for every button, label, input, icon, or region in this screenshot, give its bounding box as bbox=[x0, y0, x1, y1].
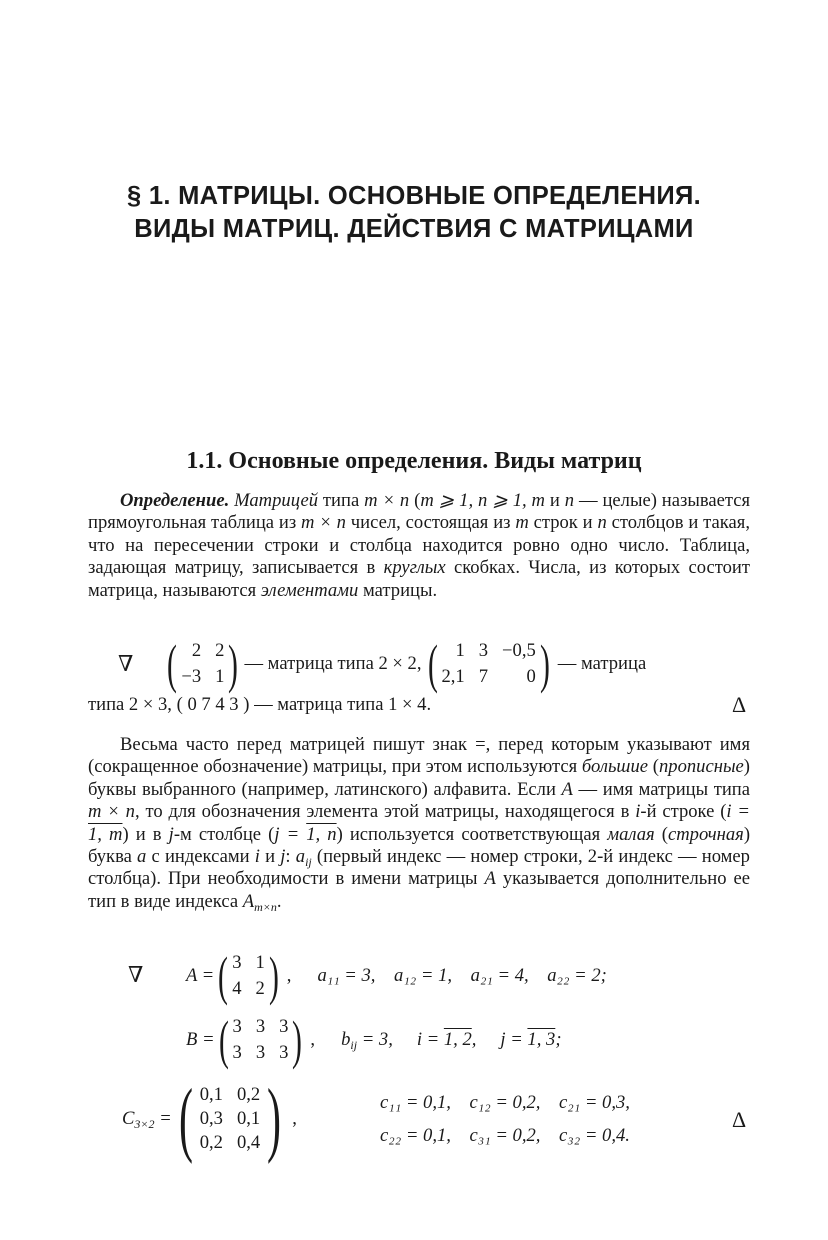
text: с индексами bbox=[146, 846, 255, 868]
math-range: 1, m bbox=[88, 823, 123, 845]
matrix-cell: 0 bbox=[526, 666, 536, 687]
chapter-title bbox=[0, 180, 828, 246]
matrix-C bbox=[172, 1072, 288, 1165]
math: i = bbox=[726, 801, 750, 823]
example1-text2: — матрица bbox=[557, 653, 647, 674]
right-paren: ) bbox=[268, 946, 279, 1006]
matrix-A-label: A = bbox=[186, 965, 215, 986]
text: Весьма часто перед матрицей пишут знак =, перед которым указывают имя (сокращенное обозначение) матрицы, при этом используются bbox=[88, 734, 750, 778]
math: i bbox=[635, 801, 641, 823]
matrix-2x2 bbox=[163, 634, 242, 694]
left-paren: ( bbox=[218, 1010, 229, 1070]
nabla-symbol: ∇ bbox=[118, 651, 134, 676]
text: — имя матрицы типа bbox=[572, 778, 750, 800]
text: столбцов и такая, что на пересечении строки и столбца находится ровно одно число. Таблица, задающая матрицу, записывается в bbox=[88, 512, 750, 579]
math: j bbox=[168, 823, 174, 845]
text: , то для обозначения элемента этой матрицы, находящегося в bbox=[134, 801, 636, 823]
matrix-cell: 7 bbox=[478, 666, 489, 687]
matrix-B-row bbox=[186, 1008, 562, 1072]
matrix-B-label: B = bbox=[186, 1029, 215, 1050]
text: и bbox=[259, 846, 281, 868]
math: i bbox=[254, 846, 260, 868]
math: i = bbox=[416, 1029, 444, 1050]
math: m × n bbox=[364, 490, 410, 511]
chapter-title-line2: ВИДЫ МАТРИЦ. ДЕЙСТВИЯ С МАТРИЦАМИ bbox=[134, 215, 694, 243]
math: A bbox=[484, 868, 496, 890]
math: a bbox=[137, 846, 147, 868]
text: типа bbox=[318, 490, 365, 511]
matrix-B bbox=[215, 1010, 307, 1070]
delta-symbol: Δ bbox=[732, 692, 747, 717]
math: j = bbox=[500, 1029, 528, 1050]
matrix-cell: 0,4 bbox=[236, 1132, 261, 1153]
text: ) буква bbox=[88, 823, 751, 868]
emphasis: круглых bbox=[383, 557, 446, 579]
text: : bbox=[285, 846, 296, 868]
matrix-B-j-range: j = 1, 3; bbox=[500, 1029, 562, 1050]
emphasis: прописные bbox=[658, 756, 744, 778]
definition-term: Матрицей bbox=[234, 490, 319, 511]
matrix-cell: 3 bbox=[232, 1042, 242, 1063]
text: скобках. Числа, из которых состоит матрица, называются bbox=[88, 557, 750, 601]
text: ) используется соответствующая bbox=[336, 823, 608, 845]
math: n bbox=[564, 490, 575, 511]
text: ( bbox=[409, 490, 421, 511]
matrix-cells bbox=[200, 1083, 261, 1155]
example1-text1: — матрица типа 2 × 2, bbox=[244, 653, 422, 674]
matrix-cell: 0,2 bbox=[199, 1132, 223, 1153]
text: — целые) называется прямоугольная таблица из bbox=[88, 490, 751, 534]
matrix-cell: 2 bbox=[191, 640, 202, 661]
math: a bbox=[295, 846, 306, 868]
text: указывается дополнительно ее тип в виде индекса bbox=[88, 868, 750, 912]
text: чисел, состоящая из bbox=[345, 512, 516, 534]
delta-symbol: Δ bbox=[732, 1107, 747, 1132]
math: m ⩾ 1, n ⩾ 1, m bbox=[420, 490, 545, 511]
matrix-cell: 3 bbox=[255, 1042, 266, 1063]
matrix-cell: 1 bbox=[215, 666, 225, 687]
emphasis: элементами bbox=[260, 579, 359, 601]
paragraph-notation bbox=[88, 734, 750, 913]
math: m × n bbox=[88, 801, 135, 823]
comma: , bbox=[286, 965, 292, 986]
matrix-C-elements-line1: c₁₁ = 0,1, c₁₂ = 0,2, c₂₁ = 0,3, bbox=[380, 1092, 630, 1113]
comma: , bbox=[292, 1108, 297, 1129]
math: j = bbox=[274, 823, 307, 845]
chapter-title-line1: § 1. МАТРИЦЫ. ОСНОВНЫЕ ОПРЕДЕЛЕНИЯ. bbox=[127, 182, 701, 210]
text: ) буквы выбранного (например, латинского) алфавита. Если bbox=[88, 756, 750, 800]
matrix-cell: 1 bbox=[455, 640, 465, 661]
matrix-cell: 2 bbox=[215, 640, 225, 661]
matrix-C-row bbox=[122, 1074, 297, 1164]
matrix-B-element bbox=[341, 1029, 393, 1051]
right-paren: ) bbox=[292, 1010, 303, 1070]
matrix-cell: 0,1 bbox=[236, 1108, 261, 1129]
matrix-cell: 3 bbox=[232, 1016, 242, 1037]
text: (первый индекс — номер строки, 2-й индекс — номер столбца). При необходимости в имени матрицы bbox=[88, 846, 750, 890]
math: = bbox=[154, 1108, 172, 1129]
matrix-cell: 3 bbox=[279, 1042, 289, 1063]
math: n bbox=[597, 512, 607, 534]
matrix-cell: 3 bbox=[232, 952, 242, 973]
matrix-B-i-range: i = 1, 2, bbox=[416, 1029, 477, 1050]
matrix-cells bbox=[181, 639, 224, 689]
left-paren: ( bbox=[178, 1072, 193, 1165]
matrix-cell: 2,1 bbox=[441, 666, 465, 687]
math-range: 1, 2 bbox=[443, 1029, 472, 1050]
math: m × n bbox=[301, 512, 346, 534]
text: ( bbox=[654, 823, 668, 845]
matrix-cell: 3 bbox=[279, 1016, 289, 1037]
emphasis: малая bbox=[607, 823, 655, 845]
matrix-cells bbox=[233, 1015, 289, 1065]
text: -й строке ( bbox=[640, 801, 727, 823]
matrix-cells bbox=[441, 639, 535, 689]
text: ( bbox=[648, 756, 659, 778]
math-range: 1, n bbox=[306, 823, 337, 845]
matrix-cell: 0,2 bbox=[236, 1084, 261, 1105]
matrix-cells bbox=[232, 951, 265, 1001]
math-subscript: ij bbox=[350, 1038, 358, 1052]
definition-label: Определение. bbox=[120, 490, 230, 511]
matrix-cell: 1 bbox=[255, 952, 265, 973]
math: A bbox=[561, 778, 573, 800]
right-paren: ) bbox=[267, 1072, 282, 1165]
left-paren: ( bbox=[167, 634, 178, 694]
matrix-A-row bbox=[186, 944, 607, 1008]
matrix-C-elements-line2: c₂₂ = 0,1, c₃₁ = 0,2, c₃₂ = 0,4. bbox=[380, 1125, 630, 1146]
math: j bbox=[280, 846, 286, 868]
text: -м столбце ( bbox=[173, 823, 275, 845]
matrix-cell: −3 bbox=[181, 666, 202, 687]
text: и bbox=[544, 490, 565, 511]
left-paren: ( bbox=[218, 946, 229, 1006]
matrix-cell: 0,3 bbox=[199, 1108, 223, 1129]
definition-paragraph bbox=[88, 490, 750, 602]
matrix-C-label bbox=[122, 1108, 172, 1130]
matrix-A bbox=[214, 946, 283, 1006]
right-paren: ) bbox=[539, 634, 550, 694]
text: матрицы. bbox=[358, 579, 438, 601]
matrix-cell: 2 bbox=[255, 978, 265, 999]
text: строк и bbox=[528, 512, 598, 534]
math: C bbox=[122, 1108, 135, 1129]
emphasis: большие bbox=[581, 756, 649, 778]
right-paren: ) bbox=[228, 634, 239, 694]
matrix-A-elements: a₁₁ = 3, a₁₂ = 1, a₂₁ = 4, a₂₂ = 2; bbox=[317, 965, 607, 986]
section-title: 1.1. Основные определения. Виды матриц bbox=[186, 448, 642, 474]
math: = 3, bbox=[357, 1029, 393, 1050]
math-range: 1, 3 bbox=[527, 1029, 556, 1050]
math-subscript: ij bbox=[305, 855, 312, 870]
text: . bbox=[276, 890, 282, 912]
comma: , bbox=[310, 1029, 316, 1050]
matrix-cell: −0,5 bbox=[502, 640, 536, 661]
left-paren: ( bbox=[427, 634, 438, 694]
emphasis: строчная bbox=[668, 823, 744, 845]
math: A bbox=[242, 890, 255, 912]
example1-row bbox=[118, 632, 646, 696]
matrix-cell: 3 bbox=[255, 1016, 266, 1037]
nabla-symbol: ∇ bbox=[128, 962, 144, 987]
matrix-2x3 bbox=[424, 634, 554, 694]
example1-text3: типа 2 × 3, ( 0 7 4 3 ) — матрица типа 1 × 4. bbox=[88, 694, 432, 715]
text: ) и в bbox=[122, 823, 169, 845]
math: b bbox=[341, 1029, 351, 1050]
matrix-cell: 3 bbox=[478, 640, 489, 661]
matrix-cell: 4 bbox=[232, 978, 242, 999]
math: m bbox=[515, 512, 529, 534]
matrix-cell: 0,1 bbox=[199, 1084, 223, 1105]
math-subscript: m×n bbox=[254, 899, 277, 914]
math-subscript: 3×2 bbox=[134, 1117, 155, 1131]
